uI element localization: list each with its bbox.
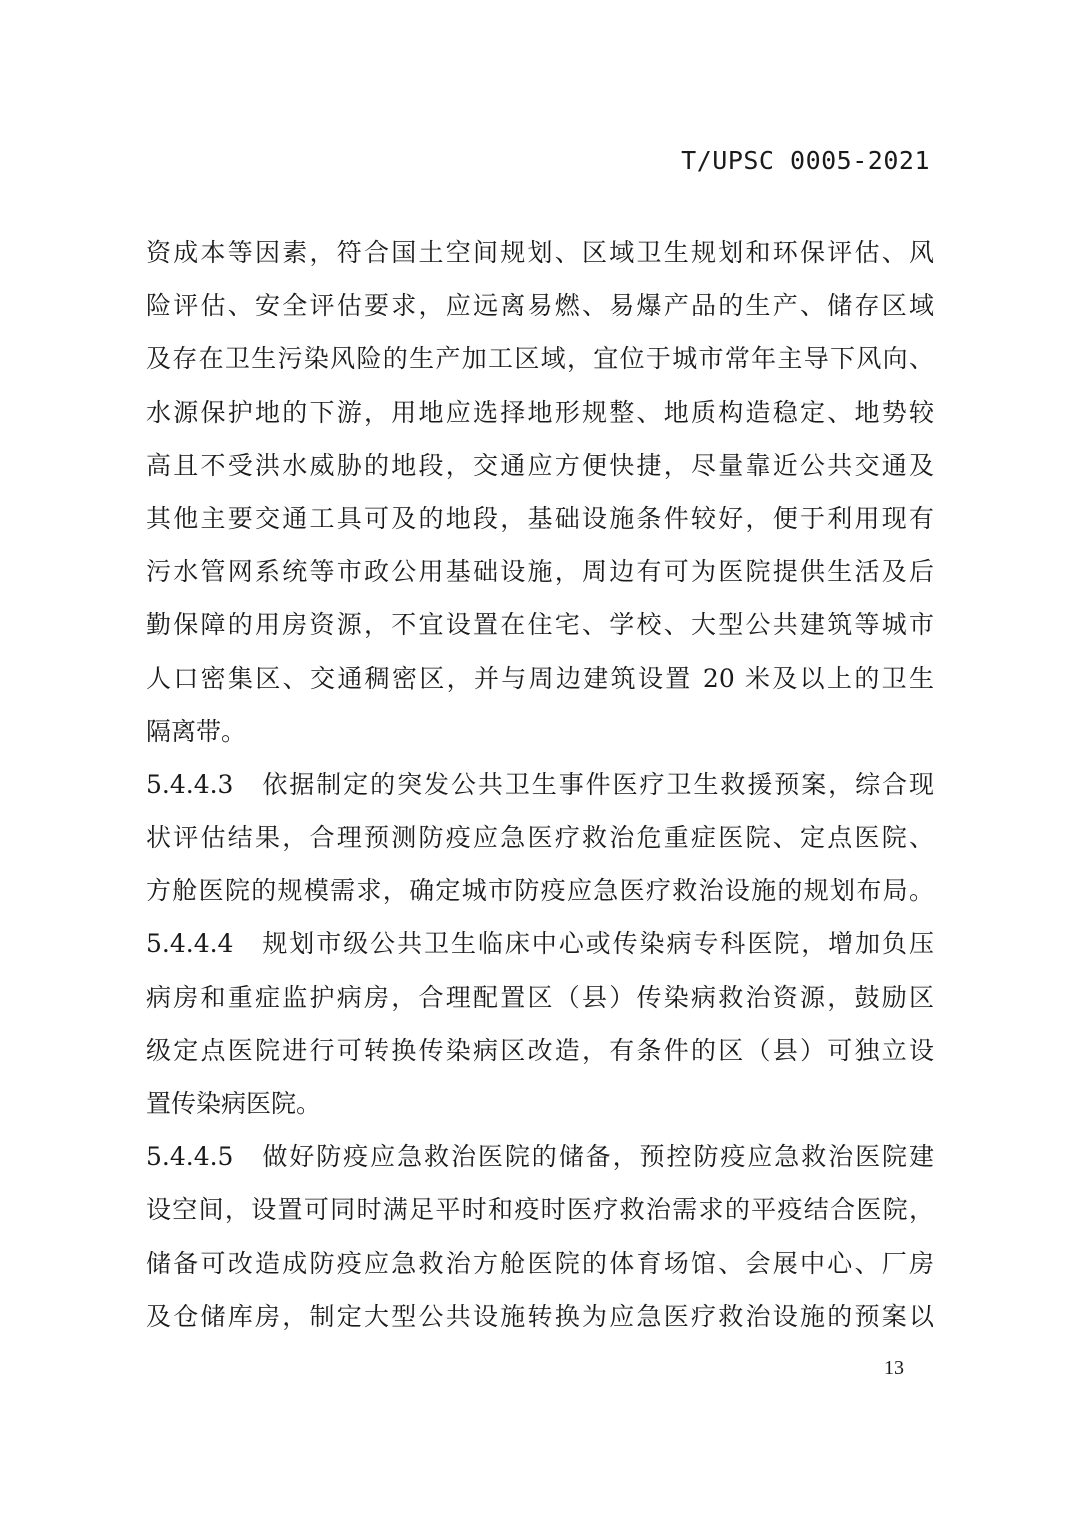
body-text (146, 226, 934, 1343)
text-line: 其他主要交通工具可及的地段，基础设施条件较好，便于利用现有 (146, 503, 934, 533)
text-line: 及存在卫生污染风险的生产加工区域，宜位于城市常年主导下风向、 (146, 344, 934, 374)
text-line: 方舱医院的规模需求，确定城市防疫应急医疗救治设施的规划布局。 (146, 876, 934, 906)
text-line: 级定点医院进行可转换传染病区改造，有条件的区（县）可独立设 (146, 1035, 934, 1065)
text-line: 高且不受洪水威胁的地段，交通应方便快捷，尽量靠近公共交通及 (146, 450, 934, 480)
text-line: 及仓储库房，制定大型公共设施转换为应急医疗救治设施的预案以 (146, 1301, 934, 1331)
document-code: T/UPSC 0005-2021 (681, 146, 930, 175)
clause-5-4-4-3-line: 5.4.4.3 依据制定的突发公共卫生事件医疗卫生救援预案，综合现 (146, 769, 934, 799)
text-line: 状评估结果，合理预测防疫应急医疗救治危重症医院、定点医院、 (146, 823, 934, 853)
clause-5-4-4-5-line: 5.4.4.5 做好防疫应急救治医院的储备，预控防疫应急救治医院建 (146, 1142, 934, 1172)
text-line: 设空间，设置可同时满足平时和疫时医疗救治需求的平疫结合医院， (146, 1195, 934, 1225)
text-line: 储备可改造成防疫应急救治方舱医院的体育场馆、会展中心、厂房 (146, 1248, 934, 1278)
text-line: 病房和重症监护病房，合理配置区（县）传染病救治资源，鼓励区 (146, 982, 934, 1012)
page-number: 13 (884, 1357, 904, 1379)
text-line: 水源保护地的下游，用地应选择地形规整、地质构造稳定、地势较 (146, 397, 934, 427)
text-line: 置传染病医院。 (146, 1089, 322, 1118)
text-line: 资成本等因素，符合国土空间规划、区域卫生规划和环保评估、风 (146, 238, 934, 267)
text-line: 隔离带。 (146, 716, 247, 746)
text-line: 人口密集区、交通稠密区，并与周边建筑设置 20 米及以上的卫生 (146, 663, 934, 693)
text-line: 险评估、安全评估要求，应远离易燃、易爆产品的生产、储存区域 (146, 291, 934, 321)
text-line: 污水管网系统等市政公用基础设施，周边有可为医院提供生活及后 (146, 557, 934, 587)
text-line: 勤保障的用房资源，不宜设置在住宅、学校、大型公共建筑等城市 (146, 610, 934, 640)
clause-5-4-4-4-line: 5.4.4.4 规划市级公共卫生临床中心或传染病专科医院，增加负压 (146, 929, 934, 959)
